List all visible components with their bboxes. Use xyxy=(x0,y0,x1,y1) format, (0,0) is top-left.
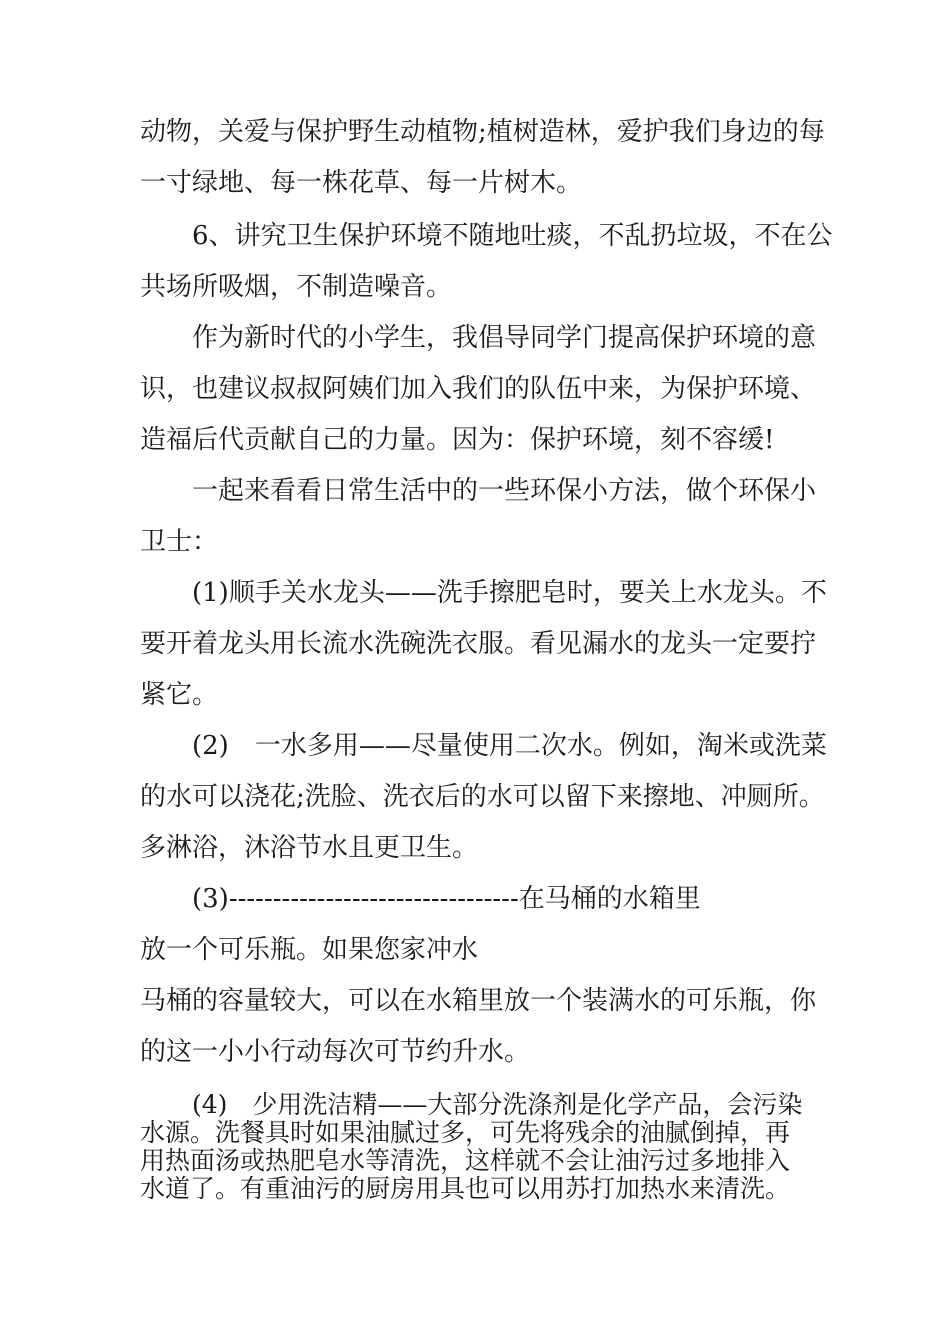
text-line: 要开着龙头用长流水洗碗洗衣服。看见漏水的龙头一定要拧 xyxy=(140,629,817,659)
text-line: 放一个可乐瓶。如果您家冲水 xyxy=(140,935,479,965)
paragraph-start: 一起来看看日常生活中的一些环保小方法，做个环保小 xyxy=(192,476,817,506)
text-line: 紧它。 xyxy=(140,680,219,710)
paragraph-start: 作为新时代的小学生，我倡导同学门提高保护环境的意 xyxy=(192,323,817,353)
text-line: 卫士： xyxy=(140,527,219,557)
text-line: 用热面汤或热肥皂水等清洗，这样就不会让油污过多地排入 xyxy=(140,1146,791,1175)
paragraph-start: (3)---------------------------------在马桶的水箱里 xyxy=(192,884,701,914)
text-line: 水道了。有重油污的厨房用具也可以用苏打加热水来清洗。 xyxy=(140,1174,791,1203)
text-line: 造福后代贡献自己的力量。因为：保护环境，刻不容缓! xyxy=(140,425,775,455)
paragraph-start: (1)顺手关水龙头——洗手擦肥皂时，要关上水龙头。不 xyxy=(192,578,827,608)
text-line: 一寸绿地、每一株花草、每一片树木。 xyxy=(140,168,583,198)
text-line: 共场所吸烟，不制造噪音。 xyxy=(140,272,453,302)
paragraph-start: (2) 一水多用——尽量使用二次水。例如，淘米或洗菜 xyxy=(192,731,827,761)
text-line: 识，也建议叔叔阿姨们加入我们的队伍中来，为保护环境、 xyxy=(140,374,817,404)
paragraph-start: (4) 少用洗洁精——大部分洗涤剂是化学产品，会污染 xyxy=(192,1090,803,1119)
paragraph-start: 6、讲究卫生保护环境不随地吐痰，不乱扔垃圾，不在公 xyxy=(192,221,833,251)
text-line: 动物，关爱与保护野生动植物;植树造林，爱护我们身边的每 xyxy=(140,117,825,147)
text-line: 多淋浴，沐浴节水且更卫生。 xyxy=(140,833,479,863)
text-line: 的这一小小行动每次可节约升水。 xyxy=(140,1037,531,1067)
text-line: 的水可以浇花;洗脸、洗衣后的水可以留下来擦地、冲厕所。 xyxy=(140,782,825,812)
text-line: 水源。洗餐具时如果油腻过多，可先将残余的油腻倒掉，再 xyxy=(140,1118,791,1147)
text-line: 马桶的容量较大，可以在水箱里放一个装满水的可乐瓶，你 xyxy=(140,986,817,1016)
